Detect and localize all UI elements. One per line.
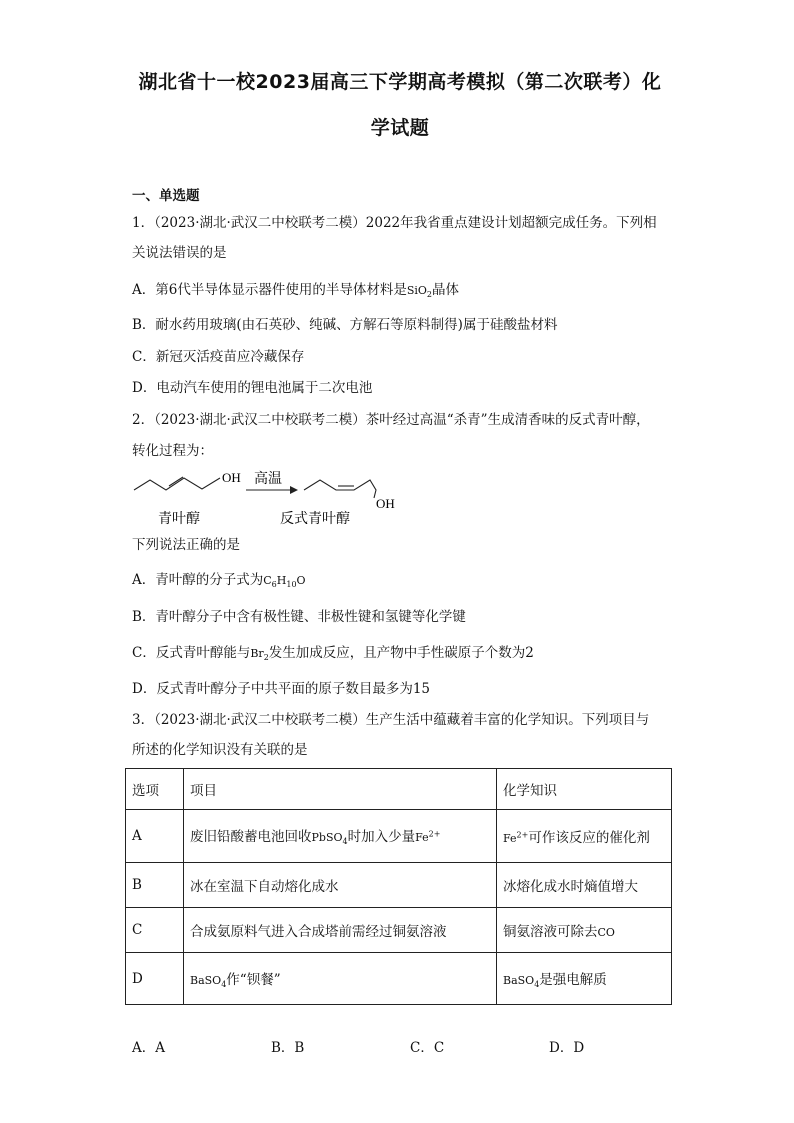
formula-co: CO (597, 926, 615, 939)
condition-label: 高温 (254, 471, 282, 487)
oh-right-label: OH (376, 496, 395, 511)
row-c-knowledge: 铜氨溶液可除去CO (497, 908, 672, 953)
q2-option-c-tail: 发生加成反应，且产物中手性碳原子个数为2 (268, 645, 534, 661)
row-c-option: C (126, 908, 184, 953)
row-d-item: BaSO$_4$作“钡餐” (184, 953, 497, 1005)
row-a-knowledge: $Fe^{2+}$可作该反应的催化剂 (497, 810, 672, 863)
formula-c6h10o: $C_6H_{10}O$ (263, 574, 306, 590)
page-title-line1: 湖北省十一校2023届高三下学期高考模拟（第二次联考）化 (138, 71, 662, 93)
q2-stem-line2: 转化过程为： (132, 443, 213, 459)
formula-baso4-knowledge: BaSO$_4$ (503, 973, 540, 990)
trans-leaf-alcohol-label: 反式青叶醇 (280, 511, 350, 527)
table-row (126, 863, 672, 908)
trans-leaf-alcohol-structure (304, 480, 376, 498)
header-item: 项目 (184, 769, 497, 810)
formula-pbso4: PbSO$_4$ (311, 831, 348, 847)
q1-option-c: C．新冠灭活疫苗应冷藏保存 (132, 349, 305, 365)
formula-fe2plus-knowledge: $Fe^{2+}$ (503, 830, 529, 845)
q1-option-a-tail: 晶体 (432, 282, 460, 298)
q1-stem-line2: 关说法错误的是 (132, 245, 227, 261)
q3-table (125, 768, 672, 1005)
page-title-line2: 学试题 (370, 117, 430, 139)
q2-option-b: B．青叶醇分子中含有极性键、非极性键和氢键等化学键 (132, 609, 466, 625)
formula-baso4: BaSO$_4$ (190, 973, 227, 990)
q3-stem-line2: 所述的化学知识没有关联的是 (132, 742, 308, 758)
q2-prompt: 下列说法正确的是 (132, 537, 240, 553)
header-option: 选项 (126, 769, 184, 810)
formula-fe2plus: $Fe^{2+}$ (415, 829, 441, 845)
reaction-scheme (128, 462, 428, 532)
row-c-item: 合成氨原料气进入合成塔前需经过铜氨溶液 (184, 908, 497, 953)
q3-answer-d: D．D (549, 1040, 585, 1056)
q3-answer-b: B．B (271, 1040, 305, 1056)
q3-answer-c: C．C (410, 1040, 445, 1056)
row-b-item: 冰在室温下自动熔化成水 (184, 863, 497, 908)
table-row (126, 908, 672, 953)
q1-option-d: D．电动汽车使用的锂电池属于二次电池 (132, 380, 373, 396)
section-heading: 一、单选题 (132, 188, 200, 204)
table-row (126, 953, 672, 1005)
oh-left-label: OH (222, 470, 241, 485)
table-header-row (126, 769, 672, 810)
cis-double-bond-line (169, 477, 183, 486)
table-row (126, 810, 672, 863)
leaf-alcohol-label: 青叶醇 (158, 511, 200, 527)
formula-br2: $Br_2$ (250, 647, 269, 663)
q1-option-a (132, 280, 459, 305)
q2-option-c (132, 643, 534, 668)
row-a-item: 废旧铅酸蓄电池回收PbSO$_4$时加入少量$Fe^{2+}$ (184, 810, 497, 863)
page-title (100, 62, 700, 102)
q2-option-a-text: A．青叶醇的分子式为 (132, 572, 264, 588)
row-b-option: B (126, 863, 184, 908)
q1-stem-line1: 1．（2023·湖北·武汉二中校联考二模）2022年我省重点建设计划超额完成任务。下列相 (132, 215, 657, 231)
reaction-arrow-head (290, 486, 298, 494)
header-knowledge: 化学知识 (497, 769, 672, 810)
q3-answer-a: A．A (132, 1040, 165, 1056)
row-b-knowledge: 冰熔化成水时熵值增大 (497, 863, 672, 908)
q2-stem-line1: 2．（2023·湖北·武汉二中校联考二模）茶叶经过高温“杀青”生成清香味的反式青叶醇， (132, 412, 650, 428)
row-a-option: A (126, 810, 184, 863)
q3-stem-line1: 3．（2023·湖北·武汉二中校联考二模）生产生活中蕴藏着丰富的化学知识。下列项目与 (132, 712, 650, 728)
formula-sio2: SiO$_2$ (406, 284, 433, 300)
page-title-cont (100, 108, 700, 148)
q2-option-a (132, 570, 306, 595)
q1-option-b: B．耐水药用玻璃(由石英砂、纯碱、方解石等原料制得)属于硅酸盐材料 (132, 317, 558, 333)
q1-option-a-text: A．第6代半导体显示器件使用的半导体材料是 (132, 282, 407, 298)
row-d-knowledge: BaSO$_4$是强电解质 (497, 953, 672, 1005)
row-d-option: D (126, 953, 184, 1005)
q2-option-c-text: C．反式青叶醇能与 (132, 645, 251, 661)
q2-option-d: D．反式青叶醇分子中共平面的原子数目最多为15 (132, 681, 431, 697)
cis-leaf-alcohol-structure (134, 478, 220, 490)
